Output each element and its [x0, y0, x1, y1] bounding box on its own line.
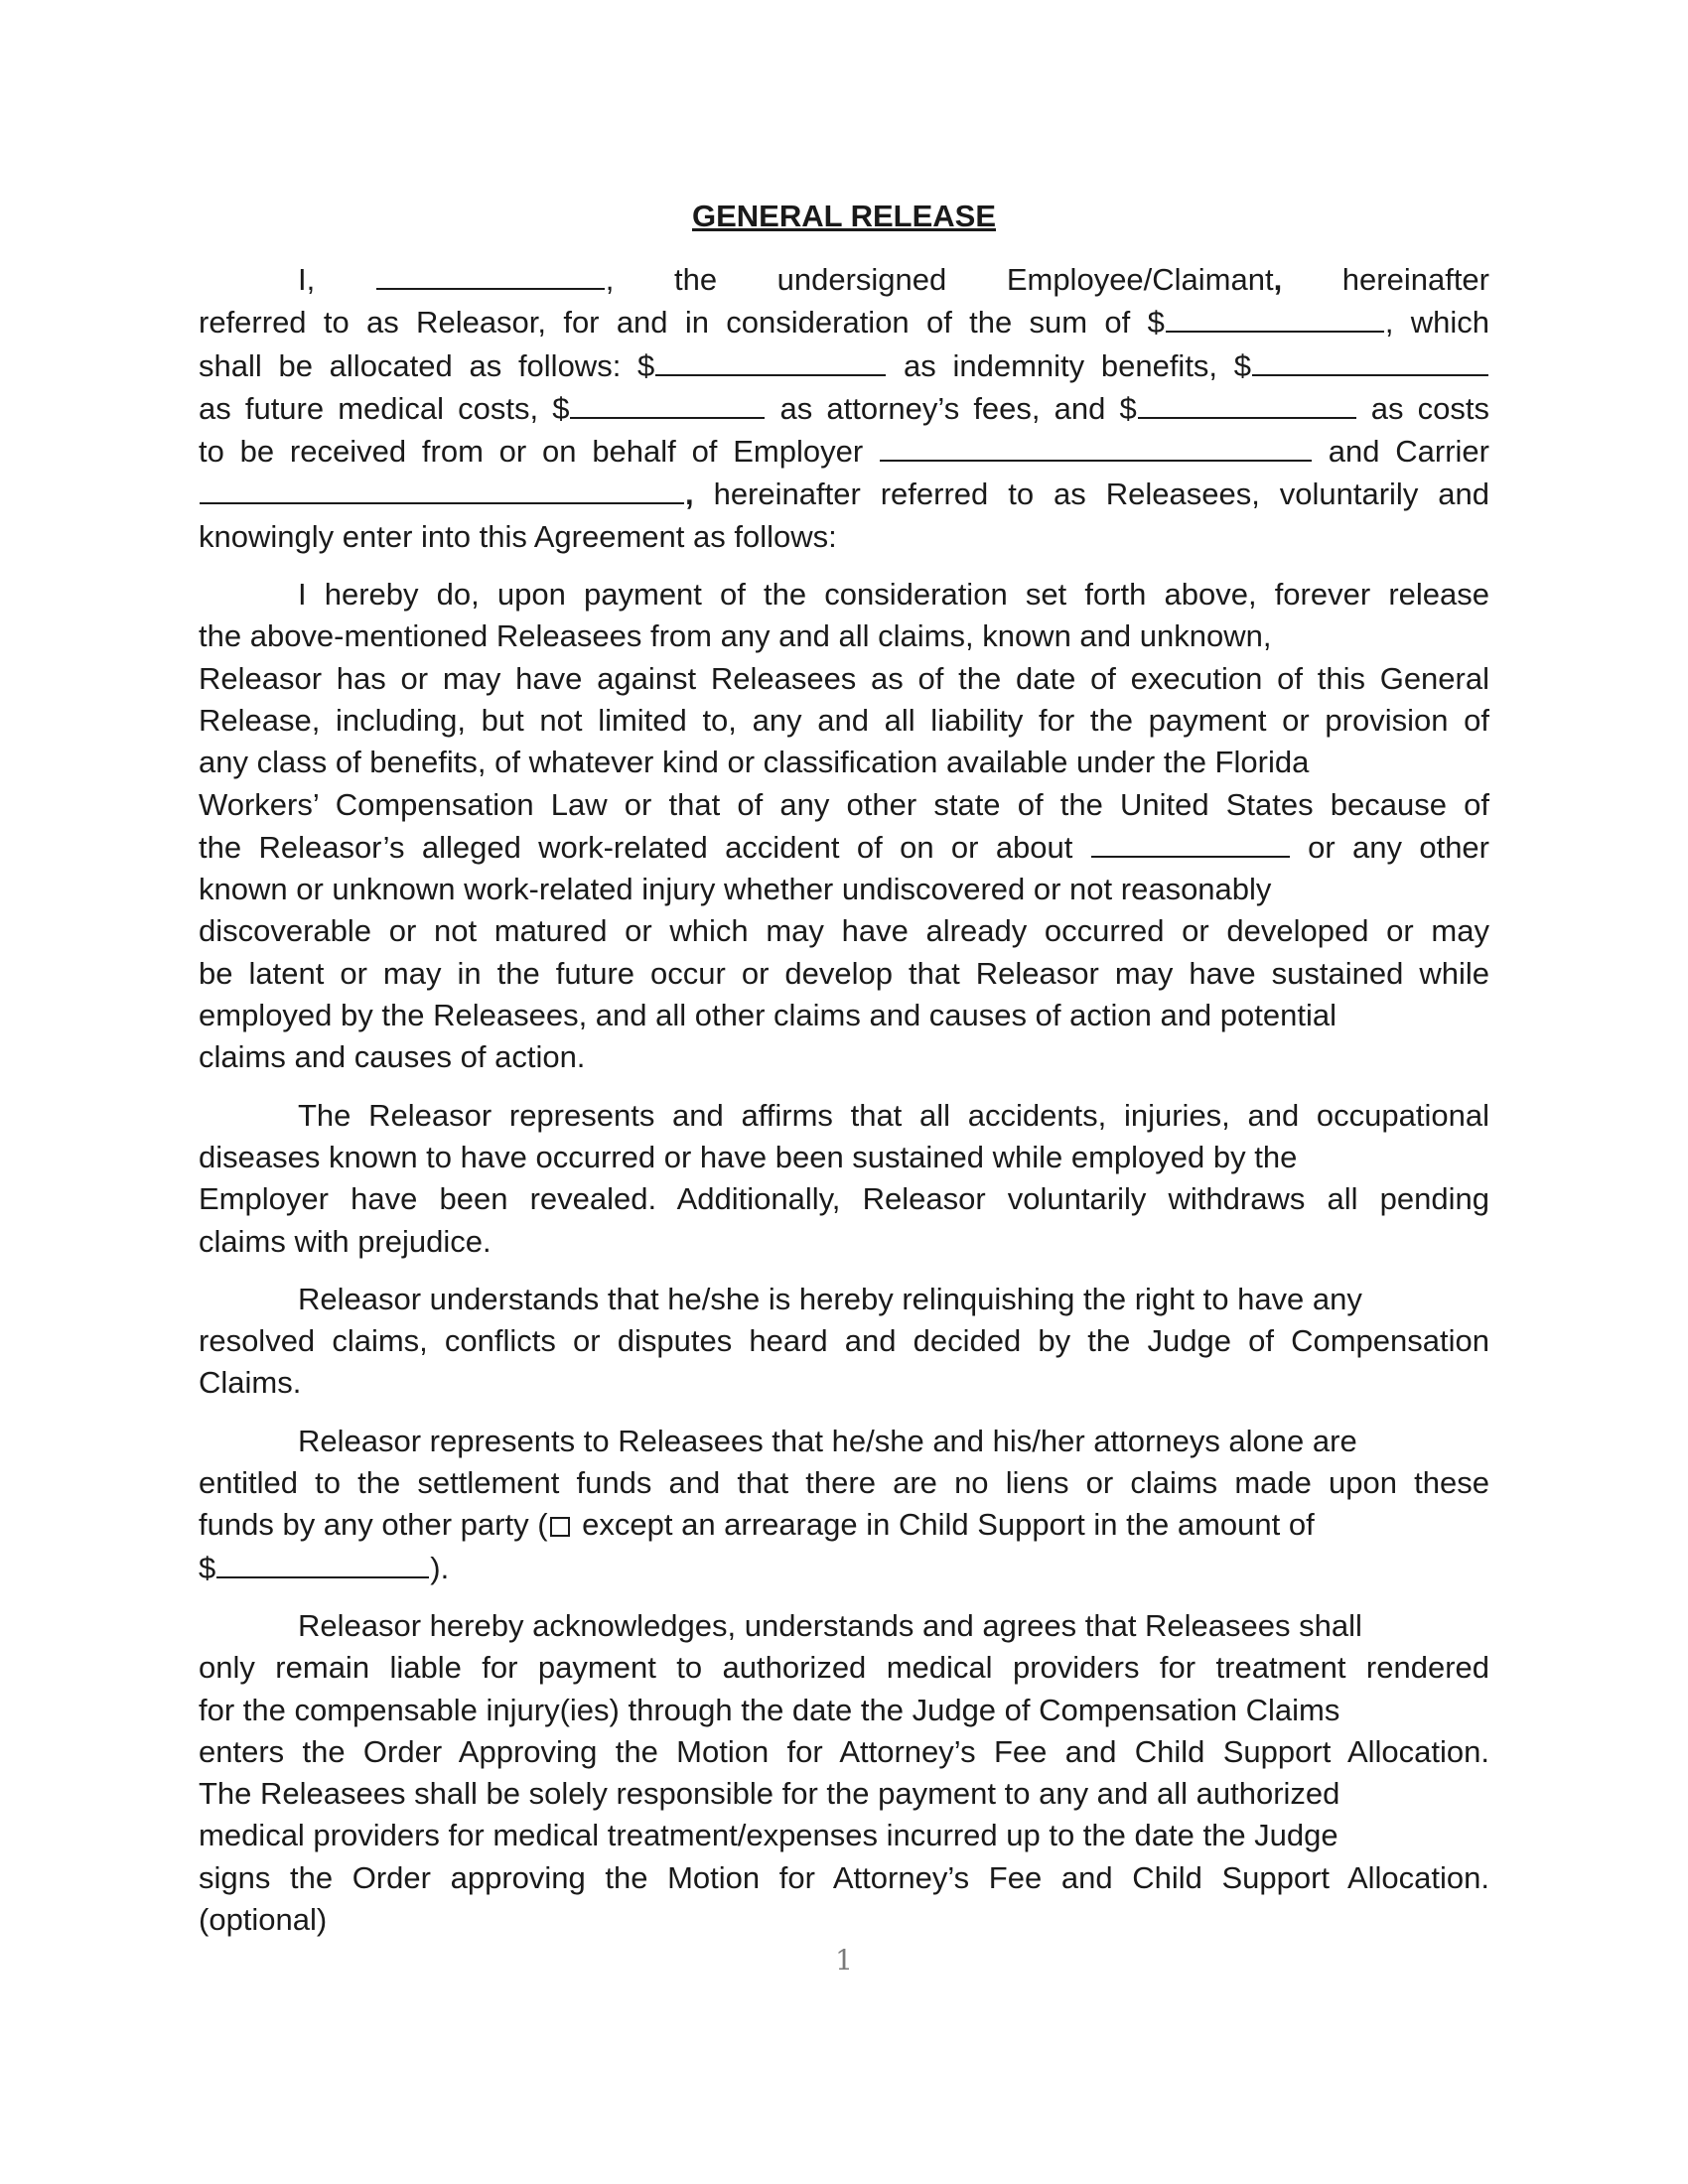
line: knowingly enter into this Agreement as follows:	[199, 518, 837, 554]
line: to be received from or on behalf of Employer and Carrier	[199, 430, 1489, 473]
line: the Releasor’s alleged work-related accident of on or about or any other	[199, 826, 1489, 869]
line: referred to as Releasor, for and in consideration of the sum of $ , which	[199, 301, 1489, 343]
line: funds by any other party ( except an arrearage in Child Support in the amount of	[199, 1507, 1315, 1543]
line: $ ).	[199, 1547, 1489, 1589]
total-sum-blank[interactable]	[1166, 301, 1384, 333]
accident-date-blank[interactable]	[1091, 826, 1290, 858]
paragraph-relinquish: Releasor understands that he/she is hereby relinquishing the right to have any resolved claims, conflicts or disputes heard and decided by the Judge of Compensation Claims.	[199, 1281, 1489, 1401]
child-support-amount-blank[interactable]	[216, 1547, 429, 1578]
document-page	[199, 195, 1489, 1941]
line: as future medical costs, $ as attorney’s fees, and $ as costs	[199, 387, 1489, 430]
line: shall be allocated as follows: $ as indemnity benefits, $	[199, 344, 1489, 387]
indemnity-amount-blank[interactable]	[655, 344, 886, 376]
paragraph-representation: The Releasor represents and affirms that all accidents, injuries, and occupational diseases known to have occurred or have been sustained while employed by the Employer have been revealed. Additionally, Releasor voluntarily withdraws all pending claims with prejudice.	[199, 1097, 1489, 1259]
paragraph-consideration	[199, 258, 1489, 558]
line: , hereinafter referred to as Releasees, voluntarily and	[199, 473, 1489, 515]
line: I, , the undersigned Employee/Claimant, hereinafter	[199, 258, 1489, 301]
child-support-checkbox[interactable]	[550, 1517, 570, 1537]
carrier-name-blank[interactable]	[200, 473, 684, 504]
page-number: 1	[835, 1944, 853, 1977]
employer-name-blank[interactable]	[880, 430, 1312, 462]
paragraph-medical-liability: Releasor hereby acknowledges, understands and agrees that Releasees shall only remain liable for payment to authorized medical providers for treatment rendered for the compensable injury(ies) through the date the Judge of Compensation Claims enters the Order Approving the Motion for Attorney’s Fee and Child Support Allocation. The Releasees shall be solely responsible for the payment to any and all authorized medical providers for medical treatment/expenses incurred up to the date the Judge signs the Order approving the Motion for Attorney’s Fee and Child Support Allocation. (optional)	[199, 1607, 1489, 1937]
costs-amount-blank[interactable]	[1138, 387, 1356, 419]
paragraph-settlement-funds: Releasor represents to Releasees that he/she and his/her attorneys alone are entitled to the settlement funds and that there are no liens or claims made upon these funds by any other party ( except an arrearage in Child Support in the amount of $ ).	[199, 1421, 1489, 1589]
document-title: GENERAL RELEASE	[691, 199, 997, 233]
medical-costs-amount-blank[interactable]	[1252, 344, 1488, 376]
paragraph-release: I hereby do, upon payment of the consideration set forth above, forever release the above-mentioned Releasees from any and all claims, known and unknown, Releasor has or may have against Releasees as of the date of execution of this General Release, including, but not limited to, any and all liability for the payment or provision of any class of benefits, of whatever kind or classification available under the Florida Workers’ Compensation Law or that of any other state of the United States because of the Releasor’s alleged work-related accident of on or about or any other known or unknown work-related injury whether undiscovered or not reasonably discoverable or not matured or which may have already occurred or developed or may be latent or may in the future occur or develop that Releasor may have sustained while employed by the Releasees, and all other claims and causes of action and potential claims and causes of action.	[199, 577, 1489, 1075]
attorney-fees-amount-blank[interactable]	[570, 387, 765, 419]
claimant-name-blank[interactable]	[376, 258, 605, 290]
